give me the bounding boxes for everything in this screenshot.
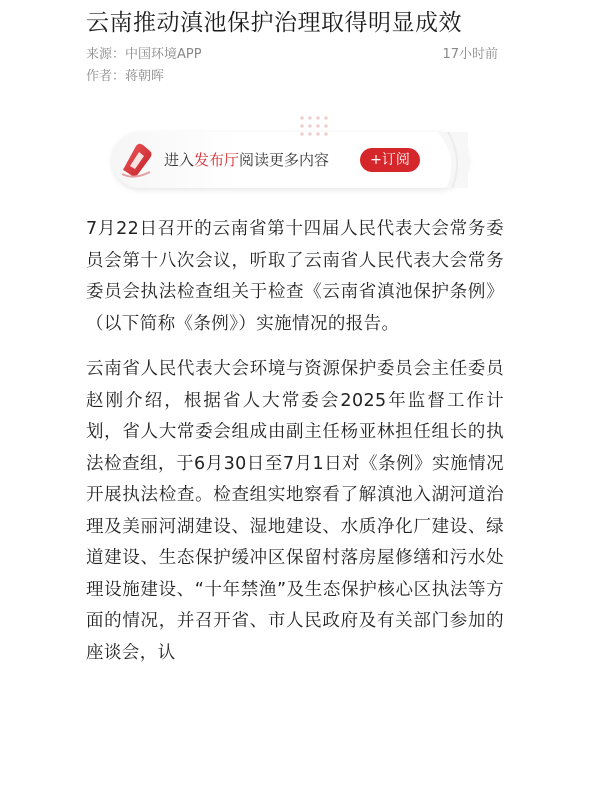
app-logo-icon bbox=[116, 138, 160, 182]
article-title: 云南推动滇池保护治理取得明显成效 bbox=[86, 10, 462, 36]
subscribe-promo-banner[interactable] bbox=[112, 132, 468, 188]
author-label: 作者：蒋朝晖 bbox=[86, 69, 165, 84]
subscribe-button[interactable]: +订阅 bbox=[360, 148, 420, 172]
dots-decoration-icon bbox=[298, 114, 358, 144]
source-label[interactable]: 来源：中国环境APP bbox=[86, 47, 202, 62]
promo-suffix: 阅读更多内容 bbox=[239, 151, 330, 169]
promo-text bbox=[164, 150, 329, 170]
article-body bbox=[86, 214, 504, 683]
promo-highlight[interactable]: 发布厅 bbox=[194, 151, 240, 169]
article-meta-source bbox=[86, 46, 498, 64]
article-paragraph-2: 云南省人民代表大会环境与资源保护委员会主任委员赵刚介绍，根据省人大常委会2025年监督工作计划，省人大常委会组成由副主任杨亚林担任组长的执法检查组，于6月30日至7月1日对《条例》实施情况开展执法检查。检查组实地察看了解滇池入湖河道治理及美丽河湖建设、湿地建设、水质净化厂建设、绿道建设、生态保护缓冲区保留村落房屋修缮和污水处理设施建设、“十年禁渔”及生态保护核心区执法等方面的情况，并召开省、市人民政府及有关部门参加的座谈会，认 bbox=[86, 359, 504, 663]
publish-time: 17小时前 bbox=[442, 47, 498, 62]
ribbon-decoration-icon bbox=[430, 132, 468, 188]
article-meta-author bbox=[86, 68, 498, 86]
article-paragraph-1: 7月22日召开的云南省第十四届人民代表大会常务委员会第十八次会议，听取了云南省人民代表大会常务委员会执法检查组关于检查《云南省滇池保护条例》（以下简称《条例》）实施情况的报告。 bbox=[86, 219, 504, 334]
promo-prefix: 进入 bbox=[164, 151, 195, 169]
